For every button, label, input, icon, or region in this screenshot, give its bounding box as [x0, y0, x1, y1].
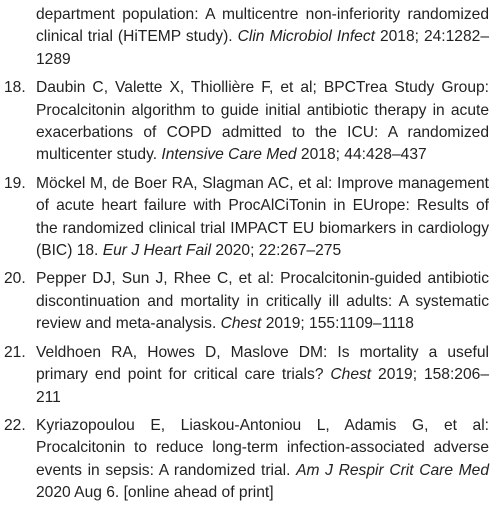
reference-number: 18.	[4, 79, 26, 97]
journal-name: Chest	[330, 366, 372, 384]
reference-item-22	[0, 415, 499, 505]
reference-list	[0, 4, 499, 509]
reference-item-20	[0, 268, 499, 335]
reference-number: 20.	[4, 270, 26, 288]
reference-item-21	[0, 342, 499, 409]
reference-item-18	[0, 77, 499, 167]
journal-name: Am J Respir Crit Care Med	[296, 461, 489, 479]
reference-number: 21.	[4, 343, 26, 361]
reference-text: Pepper DJ, Sun J, Rhee C, et al: Procalcitonin-guided antibiotic discontinuation and mortality in critically ill adults: A systematic review and meta-analysis. Chest 2019; 155:1109–1118	[36, 270, 489, 333]
reference-text: Kyriazopoulou E, Liaskou-Antoniou L, Adamis G, et al: Procalcitonin to reduce long-term infection-associated adverse events in sepsis: A randomized trial. Am J Respir Crit Care Med 2020 Aug 6. [online ahead of print]	[36, 416, 489, 502]
journal-name: Intensive Care Med	[161, 146, 297, 164]
reference-text: Veldhoen RA, Howes D, Maslove DM: Is mortality a useful primary end point for critical care trials? Chest 2019; 158:206–211	[36, 343, 489, 406]
reference-number: 22.	[4, 416, 26, 434]
reference-item-19	[0, 173, 499, 263]
reference-text: Daubin C, Valette X, Thiollière F, et al; BPCTrea Study Group: Procalcitonin algorithm to guide initial antibiotic therapy in acute exacerbations of COPD admitted to the ICU: A randomized multicenter study. Intensive Care Med 2018; 44:428–437	[36, 79, 489, 164]
reference-number: 19.	[4, 174, 26, 192]
journal-name: Eur J Heart Fail	[102, 242, 212, 260]
reference-item-continued	[0, 4, 499, 71]
reference-text: Möckel M, de Boer RA, Slagman AC, et al: Improve management of acute heart failure with ProcAlCiTonin in EUrope: Results of the randomized clinical trial IMPACT EU biomarkers in cardiology (BIC) 18. Eur J Heart Fail 2020; 22:267–275	[36, 174, 489, 260]
journal-name: Clin Microbiol Infect	[237, 28, 375, 46]
journal-name: Chest	[220, 315, 262, 333]
reference-text: department population: A multicentre non-inferiority randomized clinical trial (HiTEMP study). Clin Microbiol Infect 2018; 24:1282–1289	[36, 6, 489, 68]
